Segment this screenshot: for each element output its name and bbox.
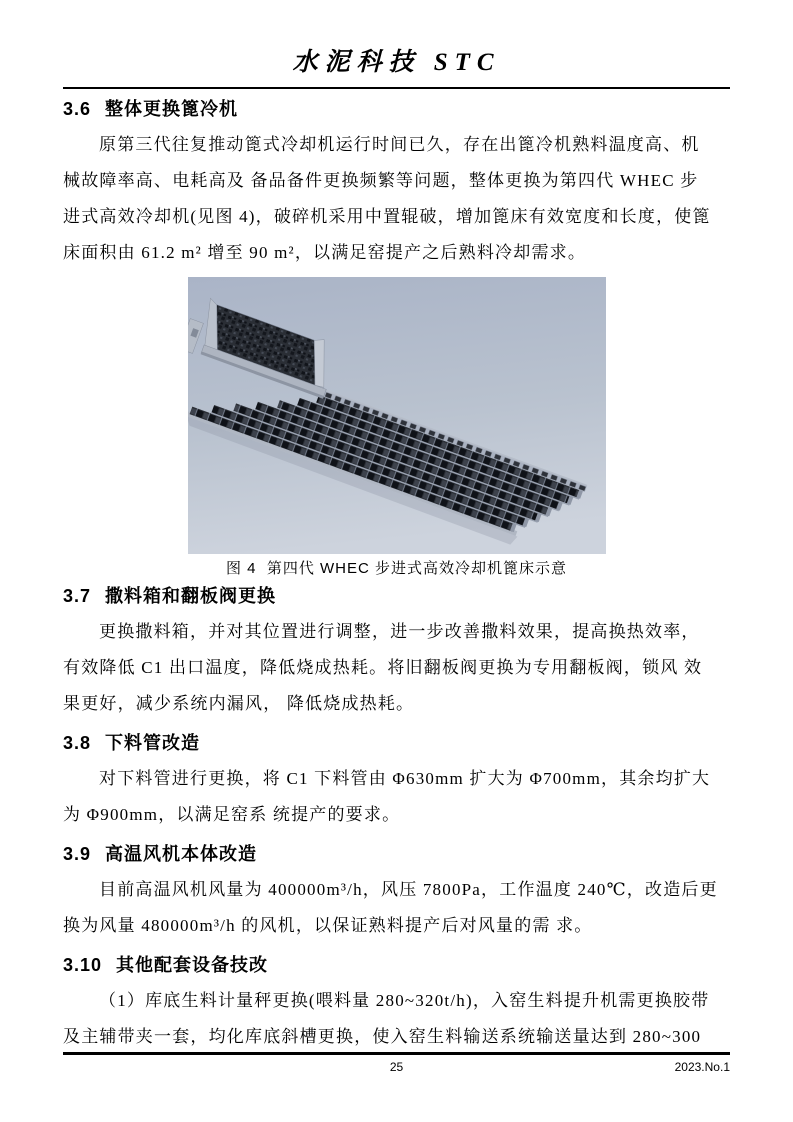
header-rule <box>63 87 730 89</box>
section-heading-3-8 <box>63 731 730 756</box>
section-heading-3-9 <box>63 842 730 867</box>
section-number: 3.9 <box>63 844 92 864</box>
paragraph-3-8 <box>63 761 730 833</box>
section-number: 3.8 <box>63 733 92 753</box>
text-line: 换为风量 480000m³/h 的风机，以保证熟料提产后对风量的需 求。 <box>63 916 593 935</box>
footer <box>63 1060 730 1076</box>
text-line: 为 Φ900mm，以满足窑系 统提产的要求。 <box>63 805 401 824</box>
issue-label: 2023.No.1 <box>674 1060 730 1074</box>
text-line: 及主辅带夹一套，均化库底斜槽更换，使入窑生料输送系统输送量达到 280~300 <box>63 1027 702 1046</box>
paragraph-3-6 <box>63 127 730 271</box>
text-line: 目前高温风机风量为 400000m³/h，风压 7800Pa，工作温度 240℃，改造后更 <box>99 880 718 899</box>
section-heading-3-6 <box>63 97 730 122</box>
page-number: 25 <box>389 1060 404 1074</box>
figure-caption: 图 4 第四代 WHEC 步进式高效冷却机篦床示意 <box>225 560 567 577</box>
text-line: 有效降低 C1 出口温度，降低烧成热耗。将旧翻板阀更换为专用翻板阀，锁风 效 <box>63 658 703 677</box>
paragraph-3-7 <box>63 614 730 722</box>
section-number: 3.7 <box>63 586 92 606</box>
paragraph-3-10 <box>63 983 730 1055</box>
text-line: 床面积由 61.2 m² 增至 90 m²，以满足窑提产之后熟料冷却需求。 <box>63 243 587 262</box>
journal-title: 水泥科技 STC <box>292 49 501 76</box>
footer-rule <box>63 1052 730 1055</box>
text-line: 对下料管进行更换，将 C1 下料管由 Φ630mm 扩大为 Φ700mm，其余均扩大 <box>99 769 711 788</box>
section-number: 3.6 <box>63 99 92 119</box>
cooler-grate-bed-3d-render <box>188 277 606 554</box>
section-heading-3-10 <box>63 953 730 978</box>
section-title: 下料管改造 <box>105 733 201 753</box>
section-title: 撒料箱和翻板阀更换 <box>105 586 277 606</box>
text-line: 原第三代往复推动篦式冷却机运行时间已久，存在出篦冷机熟料温度高、机 <box>99 135 700 154</box>
text-line: 进式高效冷却机(见图 4)，破碎机采用中置辊破，增加篦床有效宽度和长度，使篦 <box>63 207 711 226</box>
section-title: 其他配套设备技改 <box>116 955 269 975</box>
section-title: 高温风机本体改造 <box>105 844 258 864</box>
paragraph-3-9 <box>63 872 730 944</box>
text-line: 更换撒料箱，并对其位置进行调整，进一步改善撒料效果，提高换热效率， <box>99 622 700 641</box>
figure-4 <box>63 277 730 554</box>
text-line: 果更好，减少系统内漏风， 降低烧成热耗。 <box>63 694 415 713</box>
section-number: 3.10 <box>63 955 103 975</box>
section-title: 整体更换篦冷机 <box>105 99 239 119</box>
section-heading-3-7 <box>63 584 730 609</box>
text-line: 械故障率高、电耗高及 备品备件更换频繁等问题，整体更换为第四代 WHEC 步 <box>63 171 699 190</box>
text-line: （1）库底生料计量秤更换(喂料量 280~320t/h)，入窑生料提升机需更换胶带 <box>99 991 710 1010</box>
